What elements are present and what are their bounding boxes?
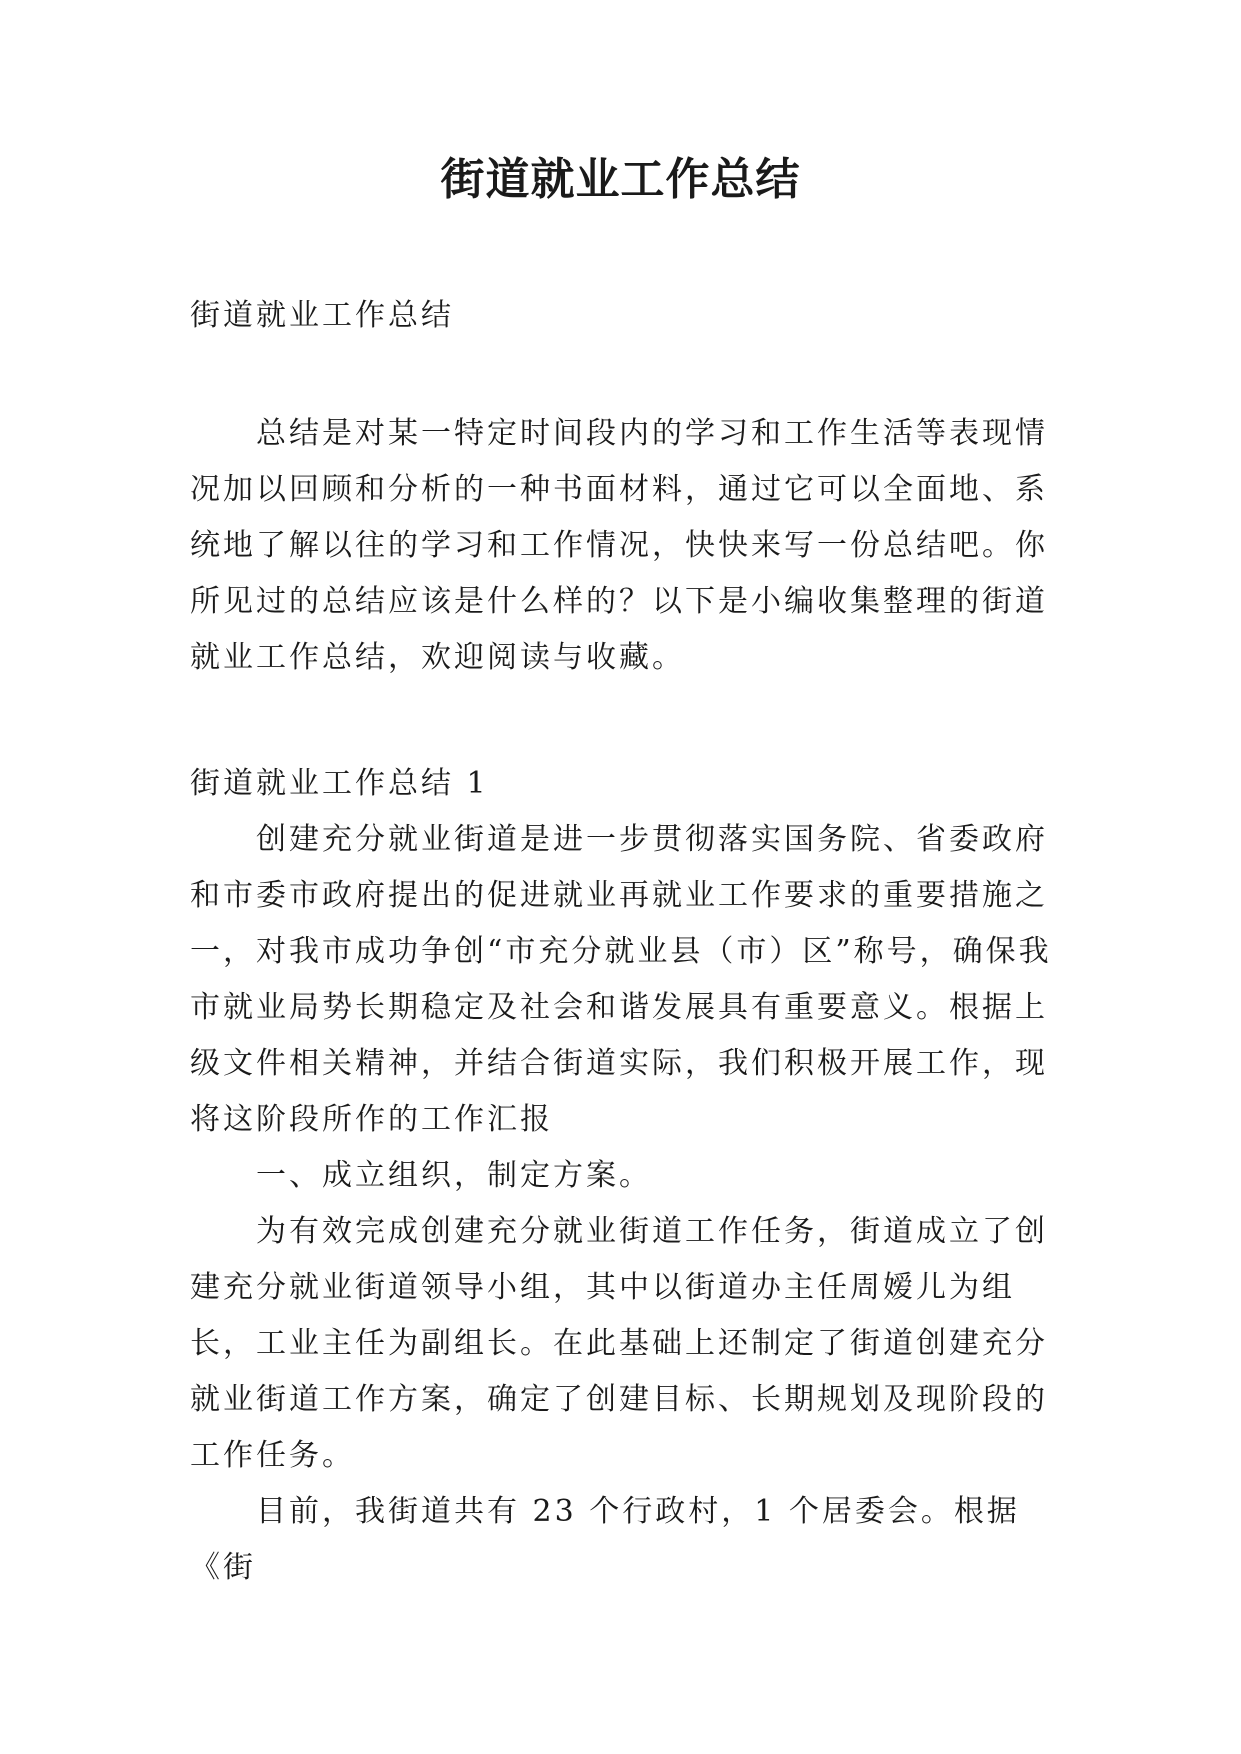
body-paragraph: 为有效完成创建充分就业街道工作任务，街道成立了创建充分就业街道领导小组，其中以街道办主任周嫒儿为组长，工业主任为副组长。在此基础上还制定了街道创建充分就业街道工作方案，确定了创建目标、长期规划及现阶段的工作任务。: [190, 1214, 1048, 1473]
body-paragraph: 目前，我街道共有 23 个行政村，1 个居委会。根据《街: [190, 1494, 1020, 1585]
section-heading: 街道就业工作总结 1: [190, 766, 489, 801]
section-body: [190, 812, 1060, 1596]
document-subtitle: 街道就业工作总结: [190, 298, 454, 333]
document-title: 街道就业工作总结: [440, 154, 801, 205]
body-paragraph: 创建充分就业街道是进一步贯彻落实国务院、省委政府和市委市政府提出的促进就业再就业工作要求的重要措施之一，对我市成功争创“市充分就业县（市）区”称号，确保我市就业局势长期稳定及社会和谐发展具有重要意义。根据上级文件相关精神，并结合街道实际，我们积极开展工作，现将这阶段所作的工作汇报: [190, 822, 1052, 1137]
intro-text: 总结是对某一特定时间段内的学习和工作生活等表现情况加以回顾和分析的一种书面材料，通过它可以全面地、系统地了解以往的学习和工作情况，快快来写一份总结吧。你所见过的总结应该是什么样的？以下是小编收集整理的街道就业工作总结，欢迎阅读与收藏。: [190, 416, 1048, 675]
body-paragraph: 一、成立组织，制定方案。: [256, 1158, 652, 1193]
intro-paragraph: [190, 406, 1060, 686]
